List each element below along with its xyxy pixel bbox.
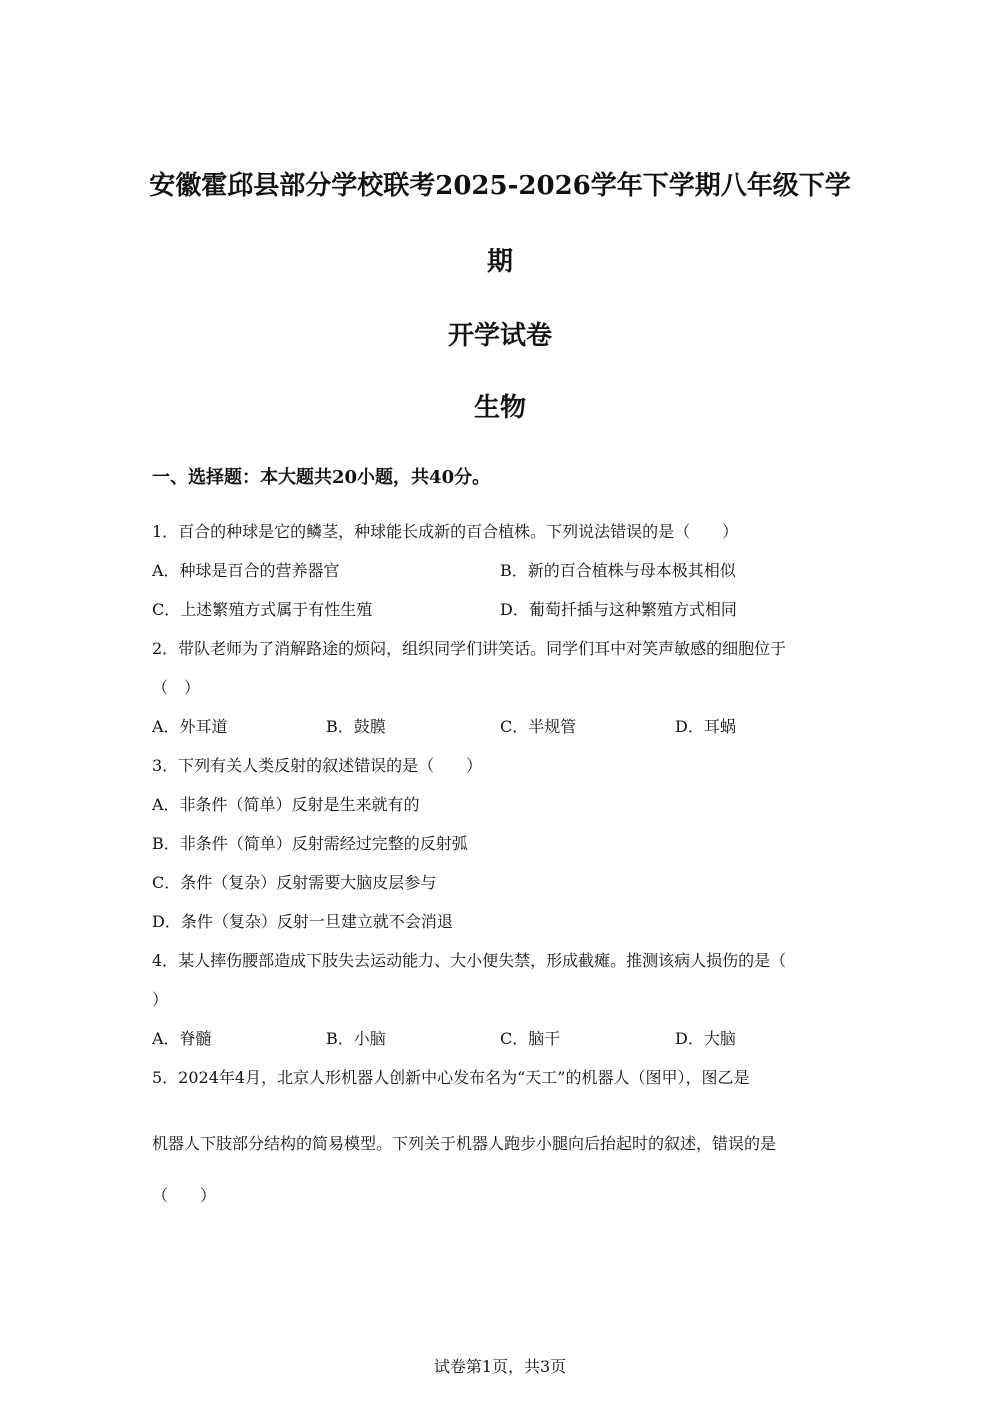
question-1-option-d: D．葡萄扦插与这种繁殖方式相同 — [500, 600, 737, 619]
question-4-option-c: C．脑干 — [500, 1029, 561, 1048]
question-3-stem: 3．下列有关人类反射的叙述错误的是（ ） — [152, 756, 483, 775]
question-2-option-d: D．耳蜗 — [675, 717, 736, 736]
question-5-stem-line-1: 5．2024年4月，北京人形机器人创新中心发布名为“天工”的机器人（图甲），图乙是 — [152, 1068, 750, 1087]
exam-title-line-3: 开学试卷 — [447, 321, 552, 351]
question-4-option-a: A．脊髓 — [152, 1029, 212, 1048]
question-2-stem-line-1: 2．带队老师为了消解路途的烦闷，组织同学们讲笑话。同学们耳中对笑声敏感的细胞位于 — [152, 639, 787, 658]
question-3-option-a: A．非条件（简单）反射是生来就有的 — [152, 795, 420, 814]
question-1-option-b: B．新的百合植株与母本极其相似 — [500, 561, 736, 580]
question-2-option-a: A．外耳道 — [152, 717, 228, 736]
question-3-option-d: D．条件（复杂）反射一旦建立就不会消退 — [152, 912, 453, 931]
section-heading: 一、选择题：本大题共20小题，共40分。 — [152, 467, 491, 488]
question-4-stem-line-2: ） — [152, 990, 169, 1009]
question-1-option-a: A．种球是百合的营养器官 — [152, 561, 340, 580]
question-2-option-c: C．半规管 — [500, 717, 577, 736]
question-4-stem-line-1: 4．某人摔伤腰部造成下肢失去运动能力、大小便失禁，形成截瘫。推测该病人损伤的是（ — [152, 951, 787, 970]
question-4-option-b: B．小脑 — [326, 1029, 386, 1048]
question-4-option-d: D．大脑 — [675, 1029, 736, 1048]
question-5-stem-line-3: （ ） — [152, 1186, 217, 1205]
exam-title-line-2: 期 — [486, 247, 513, 277]
exam-title-line-1: 安徽霍邱县部分学校联考2025-2026学年下学期八年级下学 — [149, 171, 851, 201]
question-3-option-c: C．条件（复杂）反射需要大脑皮层参与 — [152, 873, 437, 892]
question-3-option-b: B．非条件（简单）反射需经过完整的反射弧 — [152, 834, 468, 853]
question-1-stem: 1．百合的种球是它的鳞茎，种球能长成新的百合植株。下列说法错误的是（ ） — [152, 522, 739, 541]
page-footer: 试卷第1页，共3页 — [433, 1357, 567, 1376]
exam-subject: 生物 — [473, 393, 526, 423]
question-2-stem-line-2: （ ） — [152, 678, 201, 697]
question-5-stem-line-2: 机器人下肢部分结构的简易模型。下列关于机器人跑步小腿向后抬起时的叙述，错误的是 — [152, 1134, 777, 1153]
question-2-option-b: B．鼓膜 — [326, 717, 386, 736]
question-1-option-c: C．上述繁殖方式属于有性生殖 — [152, 600, 373, 619]
